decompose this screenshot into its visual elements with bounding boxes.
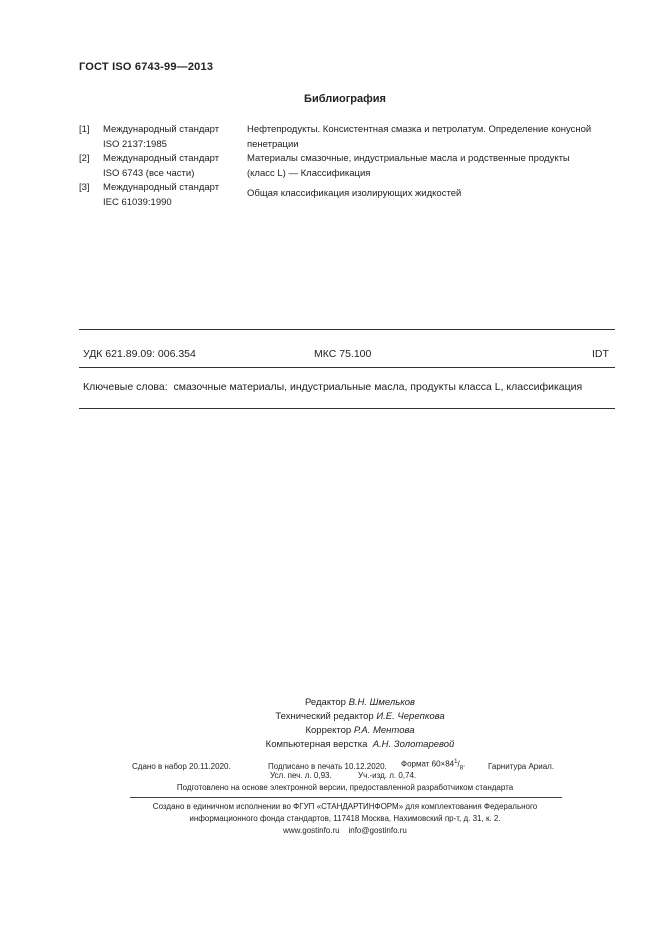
bibliography-title: Библиография	[304, 93, 386, 105]
credit-person: А.Н. Золотаревой	[372, 739, 455, 750]
created-note-line1: Создано в единичном исполнении во ФГУП «СТАНДАРТИНФОРМ» для комплектования Федерального	[152, 802, 538, 811]
bibliography-item-reference	[103, 152, 219, 181]
divider	[79, 329, 615, 330]
bibliography-item-number: [3]	[79, 182, 90, 193]
bibliography-item-title	[247, 187, 461, 202]
credit-role: Редактор	[305, 697, 346, 708]
email-link[interactable]: info@gostinfo.ru	[348, 826, 407, 835]
signed-date: Подписано в печать 10.12.2020.	[268, 762, 387, 771]
title-line: Нефтепродукты. Консистентная смазка и петролатум. Определение конусной	[247, 124, 592, 135]
credit-editor	[0, 696, 661, 710]
mks-code: МКС 75.100	[314, 348, 372, 360]
bibliography-item-title	[247, 152, 570, 181]
divider	[130, 797, 562, 798]
title-line: Материалы смазочные, индустриальные масла и родственные продукты	[247, 153, 570, 164]
credit-tech-editor	[0, 710, 661, 724]
publisher-sheets: Уч.-изд. л. 0,74.	[358, 771, 417, 780]
contacts-line	[0, 826, 661, 835]
created-note-line2: информационного фонда стандартов, 117418 Москва, Нахимовский пр-т, д. 31, к. 2.	[189, 814, 501, 823]
reference-line: Международный стандарт	[103, 153, 220, 164]
bibliography-item-number: [2]	[79, 153, 90, 164]
reference-line: Международный стандарт	[103, 182, 220, 193]
reference-line: IEC 61039:1990	[103, 196, 172, 208]
credit-corrector	[0, 724, 661, 738]
keywords-line	[83, 381, 582, 393]
udk-code: УДК 621.89.09: 006.354	[83, 348, 196, 360]
credit-role: Компьютерная верстка	[265, 739, 368, 750]
bibliography-item-reference	[103, 181, 219, 210]
typeface-info: Гарнитура Ариал.	[488, 762, 555, 771]
format-prefix: Формат 60×84	[401, 759, 455, 769]
format-subscript: 8	[459, 765, 464, 772]
credit-person: В.Н. Шмельков	[348, 697, 415, 708]
title-line: (класс L) — Классификация	[247, 167, 371, 179]
reference-line: Международный стандарт	[103, 124, 220, 135]
divider	[79, 408, 615, 409]
submitted-date: Сдано в набор 20.11.2020.	[132, 762, 231, 771]
credit-layout	[0, 738, 661, 752]
credit-person: Р.А. Ментова	[353, 725, 415, 736]
keywords-label: Ключевые слова:	[83, 381, 168, 393]
credits-block	[0, 696, 661, 752]
title-line: пенетрации	[247, 138, 299, 150]
credit-person: И.Е. Черепкова	[376, 711, 445, 722]
credit-role: Технический редактор	[275, 711, 374, 722]
bibliography-item-number: [1]	[79, 124, 90, 135]
reference-line: ISO 2137:1985	[103, 138, 167, 150]
format-superscript: 1	[454, 759, 458, 765]
idt-label: IDT	[592, 348, 609, 360]
divider	[79, 367, 615, 368]
format-info: Формат $60\times 84^1/_8$.	[401, 759, 466, 772]
website-link[interactable]: www.gostinfo.ru	[283, 826, 340, 835]
format-suffix: .	[463, 759, 466, 769]
prepared-note: Подготовлено на основе электронной версии, предоставленной разработчиком стандарта	[176, 783, 514, 792]
reference-line: ISO 6743 (все части)	[103, 167, 195, 179]
bibliography-item-reference	[103, 123, 219, 152]
credit-role: Корректор	[305, 725, 352, 736]
title-line: Общая классификация изолирующих жидкостей	[247, 188, 462, 199]
document-code: ГОСТ ISO 6743-99—2013	[79, 61, 214, 73]
bibliography-item-title	[247, 123, 591, 152]
keywords-text: смазочные материалы, индустриальные масла, продукты класса L, классификация	[173, 381, 583, 393]
print-sheets: Усл. печ. л. 0,93.	[270, 771, 332, 780]
